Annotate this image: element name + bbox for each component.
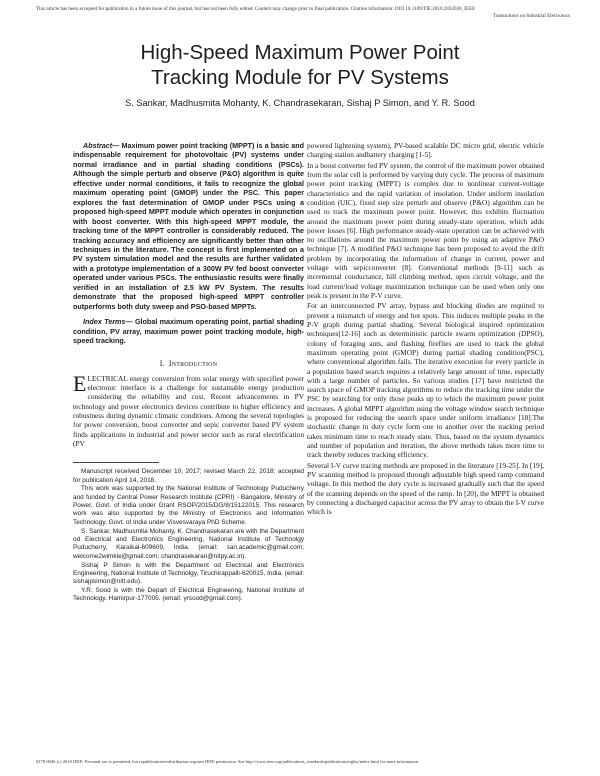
drop-cap: E — [73, 370, 87, 396]
index-terms-label: Index Terms — [83, 317, 126, 327]
banner-line-1: This article has been accepted for publication in a future issue of this journal, but has not been fully edited. Content may change prior to final publication. Citation information: DOI 10.1109/TIE.2018.2833036, IEEE — [36, 6, 476, 12]
author-list: S. Sankar, Madhusmita Mohanty, K. Chandrasekaran, Sishaj P Simon, and Y. R. Sood — [125, 98, 475, 108]
abstract-text: — Maximum power point tracking (MPPT) is a basic and indispensable requirement for photovoltaic (PV) systems under normal irradiance and in partial shading conditions (PSCs). Although the simple perturb and observe (P&O) algorithm is quite effective under normal conditions, it fails to recognize the global maximum operating point (GMOP) under the PSC. This paper explores the fast determination of GMOP under PSCs using a proposed high-speed MPPT module which operates in conjunction with boost converter. With this high-speed MPPT module, the tracking time of the MPPT controller is considerably reduced. The tracking accuracy and efficiency are significantly better than other techniques in the literature. The concept is first implemented on a PV system simulation model and the results are further validated with a prototype implementation of a 300W PV fed boost converter operated under various PSCs. The enthusiastic results were finally verified in an installation of 2.5 kW PV System. The results demonstrate that the proposed high-speed MPPT controller outperforms both duty sweep and PSO-based MPPTs. — [73, 141, 304, 311]
title-line-2: Tracking Module for PV Systems — [151, 66, 449, 89]
body-paragraph: Several I-V curve tracing methods are proposed in the literature [19-25]. In [19], PV scanning method is proposed through adjustable high speed ramp command voltage. In this method the duty cycle is increased gradually such that the speed of the scanning depends on the speed of the ramp. In [20], the MPPT is obtained by connecting a discharged capacitor across the PV array to obtain the I-V curve which is — [307, 460, 544, 517]
body-paragraph: For an interconnected PV array, bypass and blocking diodes are required to prevent a mismatch of energy and hot spots. This induces multiple peaks in the P-V graph during partial shading. Several biological inspired optimization techniques[12-16] such as deterministic particle swarm optimization (DPSO), colony of foraging ants, and flashing fireflies are used to track the global maximum operating point (GMOP) during partial shading condition(PSC), where conventional algorithm fails. The iterative execution for every particle in a population based search requires a relatively large amount of time, especially with a large number of particles. So various studies [17] have restricted the search space of GMOP tracking algorithms to reduce the tracking time under the PSC by searching for only those peaks up to which the maximum power point increases. A global MPPT algorithm using the voltage window search technique is proposed for reducing the search space under uniform irradiance [18].The stochastic change in duty cycle form one to another over the tracking period takes minimum time to reach steady state. Thus, based on the system dynamics and number of population and iteration, the above methods takes more time to track thereby reduces tracking efficiency. — [307, 301, 544, 460]
index-terms — [73, 317, 304, 345]
section-heading-introduction — [73, 359, 304, 368]
left-column — [73, 141, 304, 604]
title-line-1: High-Speed Maximum Power Point — [140, 41, 460, 64]
footnote-manuscript: Manuscript received December 10, 2017; revised March 22, 2018; accepted for publication April 14, 2018. — [73, 468, 304, 484]
body-paragraph: In a boost converter fed PV system, the control of the maximum power obtained from the solar cell is performed by varying duty cycle. The process of maximum power point tracking (MPPT) is complex due to nonlinear current-voltage characteristics and the rapid variation of insolation. Under uniform insolation condition (UIC), fixed step size perturb and observe (P&O) algorithm can be used to track the maximum power point. However, this exhibits fluctuation around the maximum power point during steady-state operation, which adds power losses [6]. High performance steady-state operation can be achieved with no oscillations around the maximum power point by using an adaptive P&O technique [7]. A modified P&O technique has been proposed to avoid the drift problem by incorporating the information of change in current, power and voltage with sepicconverter [8]. Conventional methods [9-11] such as incremental conductance, hill climbing method, open circuit voltage, and the load current/load voltage maximization technique can be used when only one peak is present in the P-V curve. — [307, 160, 544, 300]
footnote-affiliation-2: Sishaj P Simon is with the Department od Electrical and Electronics Engineering, National Institute of Technolgy, Tiruchirappalli-620015, India. (email: sishajpsimon@nitt.edu). — [73, 561, 304, 586]
copyright-banner: 0278-0046 (c) 2018 IEEE. Personal use is permitted, but republication/redistribution requires IEEE permission. See http://www.ieee.org/publications_standards/publications/rights/index.html for more information. — [36, 759, 420, 764]
introduction-text: LECTRICAL energy conversion from solar energy with specified power electronic interface is a challenge for sustainable energy production considering the reliability and cost. Recent advancements in PV technology and power electronics devices contribute to higher efficiency and robustness during dynamic climatic conditions. Among the several topologies for power conversion, boost converter and sepic converter based PV system finds applications in industrial and power sector such as rural electrification (PV — [73, 373, 304, 448]
right-column — [307, 141, 544, 518]
footnote-rule — [73, 462, 159, 463]
section-number: I. — [159, 358, 165, 368]
abstract-label: Abstract — [83, 141, 113, 150]
journal-banner — [36, 6, 570, 20]
index-terms-text: — Global maximum operating point, partial shading condition, PV array, maximum power point tracking module, high-speed tracking. — [73, 317, 304, 346]
section-title: Introduction — [168, 358, 218, 368]
footnote-affiliation-1: S. Sankar, Madhusmita Mohanty, K. Chandrasekaran are with the Department od Electrical and Electronics Engineering, National Institute of Technolgy Puducherry, Karaikal-609609, India. (email: san.academic@gmail.com; welcome2wimkle@gmail.com; chandrasekaran@nitpy.ac.in). — [73, 527, 304, 560]
footnotes — [73, 468, 304, 604]
paper-title — [30, 40, 570, 90]
abstract — [73, 141, 304, 311]
banner-line-2: Transactions on Industrial Electronics — [492, 13, 570, 19]
body-paragraph: powered lightening system), PV-based scalable DC micro grid, electric vehicle charging station andbattery charging [1-5]. — [307, 141, 544, 160]
introduction-paragraph — [73, 370, 304, 448]
footnote-affiliation-3: Y.R. Sood is with the Depart of Electrical Engineering, National Institute of Technology. Hamirpur-177005. (email: yrsood@gmail.com). — [73, 587, 304, 603]
footnote-funding: This work was supported by the National Institute of Technology Puducherry and funded by Central Power Research Institute (CPRI) - Bangalore, Ministry of Power, Govt. of India under Grant RSOP/2015/DG/8/15122015. This research work was also supported by the Ministry of Electronics and Information Technology, Govt. of India under Visvesvaraya PhD Scheme. — [73, 485, 304, 526]
